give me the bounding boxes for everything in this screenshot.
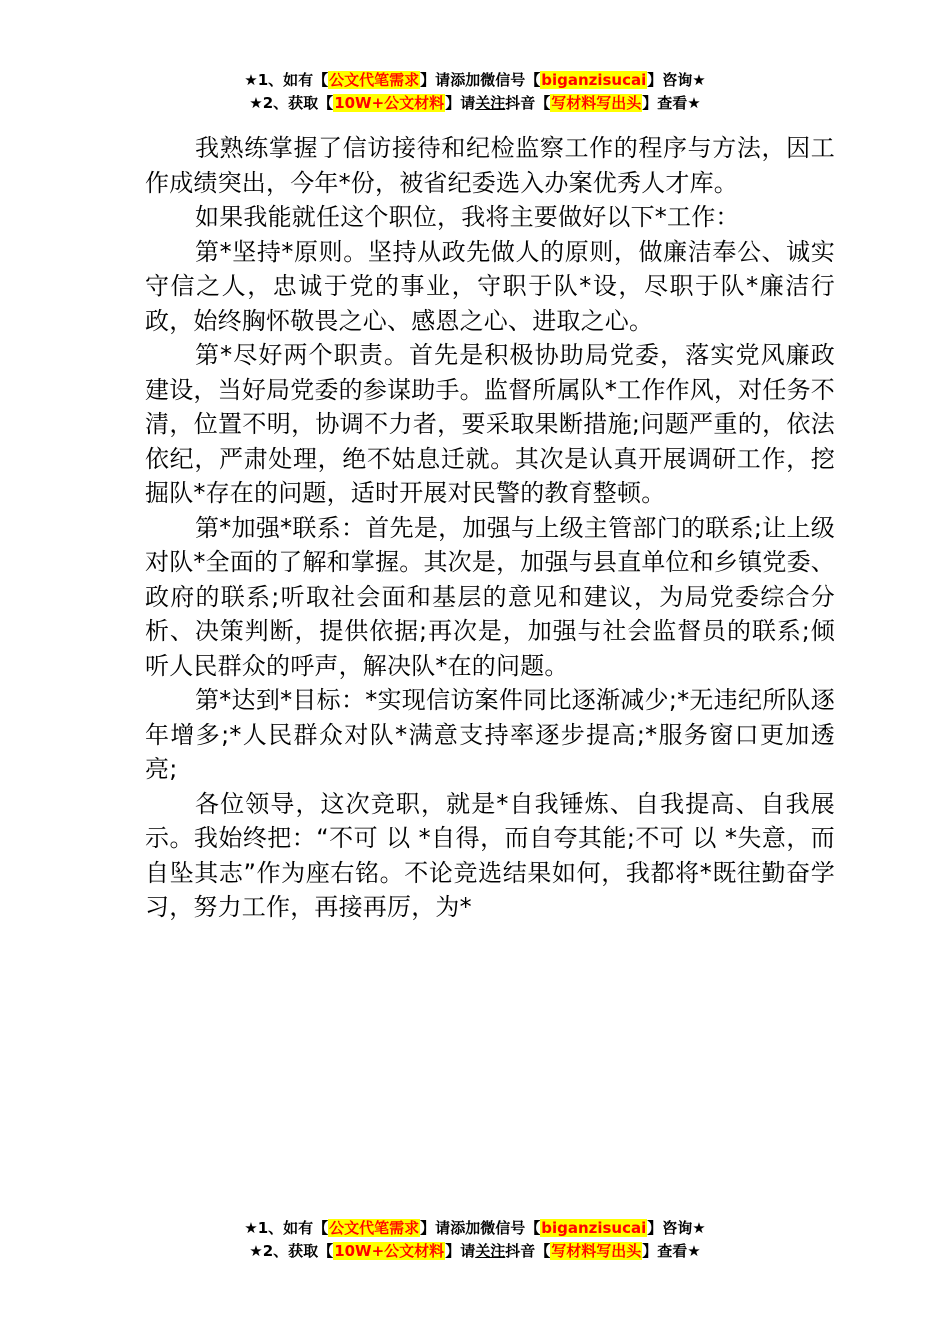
highlight-tag: 10W+公文材料 xyxy=(334,94,445,112)
header-banner xyxy=(0,69,950,115)
paragraph: 第*加强*联系：首先是，加强与上级主管部门的联系;让上级对队*全面的了解和掌握。其次是，加强与县直单位和乡镇党委、政府的联系;听取社会面和基层的意见和建议，为局党委综合分析、决策判断，提供依据;再次是，加强与社会监督员的联系;倾听人民群众的呼声，解决队*在的问题。 xyxy=(145,513,835,680)
douyin-id-tag: 写材料写出头 xyxy=(551,94,642,112)
highlight-tag: 10W+公文材料 xyxy=(334,1242,445,1260)
paragraph: 第*尽好两个职责。首先是积极协助局党委，落实党风廉政建设，当好局党委的参谋助手。监督所属队*工作作风，对任务不清，位置不明，协调不力者，要采取果断措施;问题严重的，依法依纪，严肃处理，绝不姑息迁就。其次是认真开展调研工作，挖掘队*存在的问题，适时开展对民警的教育整顿。 xyxy=(145,341,835,507)
paragraph: 我熟练掌握了信访接待和纪检监察工作的程序与方法，因工作成绩突出，今年*份，被省纪委选入办案优秀人才库。 xyxy=(145,134,835,197)
paragraph: 第*达到*目标：*实现信访案件同比逐渐减少;*无违纪所队逐年增多;*人民群众对队*满意支持率逐步提高;*服务窗口更加透亮; xyxy=(145,686,835,783)
banner-line-2: ★2、获取【10W+公文材料】请关注抖音【写材料写出头】查看★ xyxy=(249,1242,701,1260)
paragraph: 第*坚持*原则。坚持从政先做人的原则，做廉洁奉公、诚实守信之人，忠诚于党的事业，守职于队*设，尽职于队*廉洁行政，始终胸怀敬畏之心、感恩之心、进取之心。 xyxy=(145,237,835,335)
banner-line-1: ★1、如有【公文代笔需求】请添加微信号【biganzisucai】咨询★ xyxy=(244,1219,706,1237)
highlight-tag: 公文代笔需求 xyxy=(329,71,420,89)
douyin-id-tag: 写材料写出头 xyxy=(551,1242,642,1260)
wechat-id-tag: biganzisucai xyxy=(541,1219,647,1237)
banner-line-2: ★2、获取【10W+公文材料】请关注抖音【写材料写出头】查看★ xyxy=(249,94,701,112)
highlight-tag: 公文代笔需求 xyxy=(329,1219,420,1237)
document-body xyxy=(145,131,835,925)
wechat-id-tag: biganzisucai xyxy=(541,71,647,89)
paragraph: 如果我能就任这个职位，我将主要做好以下*工作： xyxy=(195,203,740,231)
paragraph: 各位领导，这次竞职，就是*自我锤炼、自我提高、自我展示。我始终把：“不可 以 *自得，而自夸其能;不可 以 *失意，而自坠其志”作为座右铭。不论竞选结果如何，我都将*既往勤奋学习，努力工作，再接再厉，为* xyxy=(145,789,835,921)
footer-banner xyxy=(0,1217,950,1263)
banner-line-1: ★1、如有【公文代笔需求】请添加微信号【biganzisucai】咨询★ xyxy=(244,71,706,89)
